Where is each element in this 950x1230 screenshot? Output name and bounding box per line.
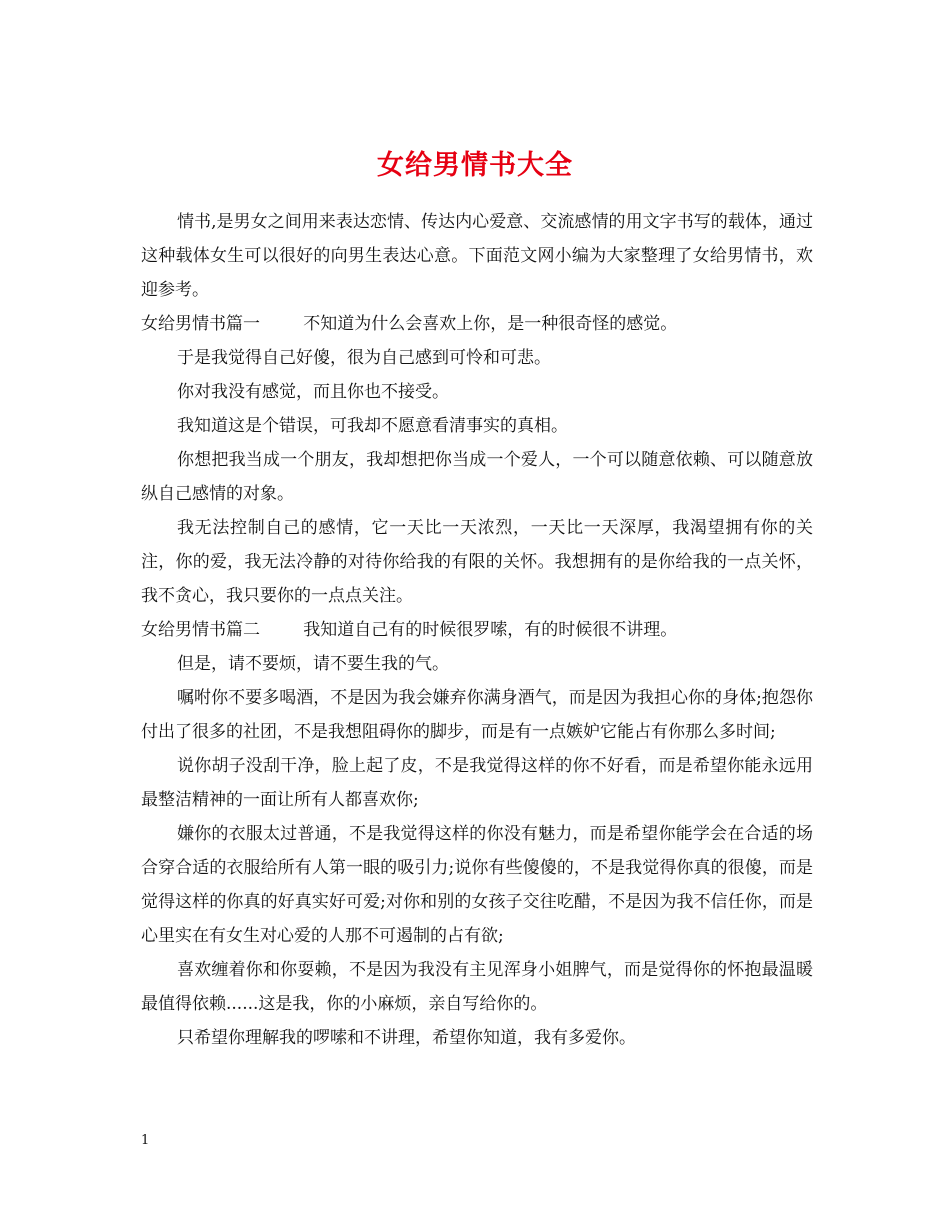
body-paragraph: 嘱咐你不要多喝酒，不是因为我会嫌弃你满身酒气，而是因为我担心你的身体;抱怨你付出了很多的社团，不是我想阻碍你的脚步，而是有一点嫉妒它能占有你那么多时间;: [141, 688, 813, 742]
body-paragraph: 嫌你的衣服太过普通，不是我觉得这样的你没有魅力，而是希望你能学会在合适的场合穿合适的衣服给所有人第一眼的吸引力;说你有些傻傻的，不是我觉得你真的很傻，而是觉得这样的你真的好真实好可爱;对你和别的女孩子交往吃醋，不是因为我不信任你，而是心里实在有女生对心爱的人那不可遏制的占有欲;: [141, 824, 813, 946]
body-paragraph: 喜欢缠着你和你耍赖，不是因为我没有主见浑身小姐脾气，而是觉得你的怀抱最温暖最值得依赖......这是我，你的小麻烦，亲自写给你的。: [141, 960, 813, 1014]
body-paragraph: 你对我没有感觉，而且你也不接受。: [177, 382, 449, 402]
body-paragraph: 你想把我当成一个朋友，我却想把你当成一个爱人，一个可以随意依赖、可以随意放纵自己感情的对象。: [141, 450, 813, 504]
section-one-heading-line: 女给男情书篇一 不知道为什么会喜欢上你，是一种很奇怪的感觉。: [141, 314, 678, 334]
section-two-heading-line: 女给男情书篇二 我知道自己有的时候很罗嗦，有的时候很不讲理。: [141, 620, 678, 640]
body-paragraph: 只希望你理解我的啰嗦和不讲理，希望你知道，我有多爱你。: [177, 1028, 636, 1048]
body-paragraph: 但是，请不要烦，请不要生我的气。: [177, 654, 449, 674]
body-paragraph: 我无法控制自己的感情，它一天比一天浓烈，一天比一天深厚，我渴望拥有你的关注，你的爱，我无法冷静的对待你给我的有限的关怀。我想拥有的是你给我的一点关怀，我不贪心，我只要你的一点点关注。: [141, 518, 813, 606]
body-paragraph: 于是我觉得自己好傻，很为自己感到可怜和可悲。: [177, 348, 551, 368]
intro-paragraph: 情书,是男女之间用来表达恋情、传达内心爱意、交流感情的用文字书写的载体，通过这种载体女生可以很好的向男生表达心意。下面范文网小编为大家整理了女给男情书，欢迎参考。: [141, 212, 813, 300]
document-body: [141, 205, 813, 1055]
page-number: 1: [141, 1133, 150, 1148]
body-paragraph: 我知道这是个错误，可我却不愿意看清事实的真相。: [177, 416, 568, 436]
body-paragraph: 说你胡子没刮干净，脸上起了皮，不是我觉得这样的你不好看，而是希望你能永远用最整洁精神的一面让所有人都喜欢你;: [141, 756, 813, 810]
document-title: 女给男情书大全: [377, 150, 573, 182]
